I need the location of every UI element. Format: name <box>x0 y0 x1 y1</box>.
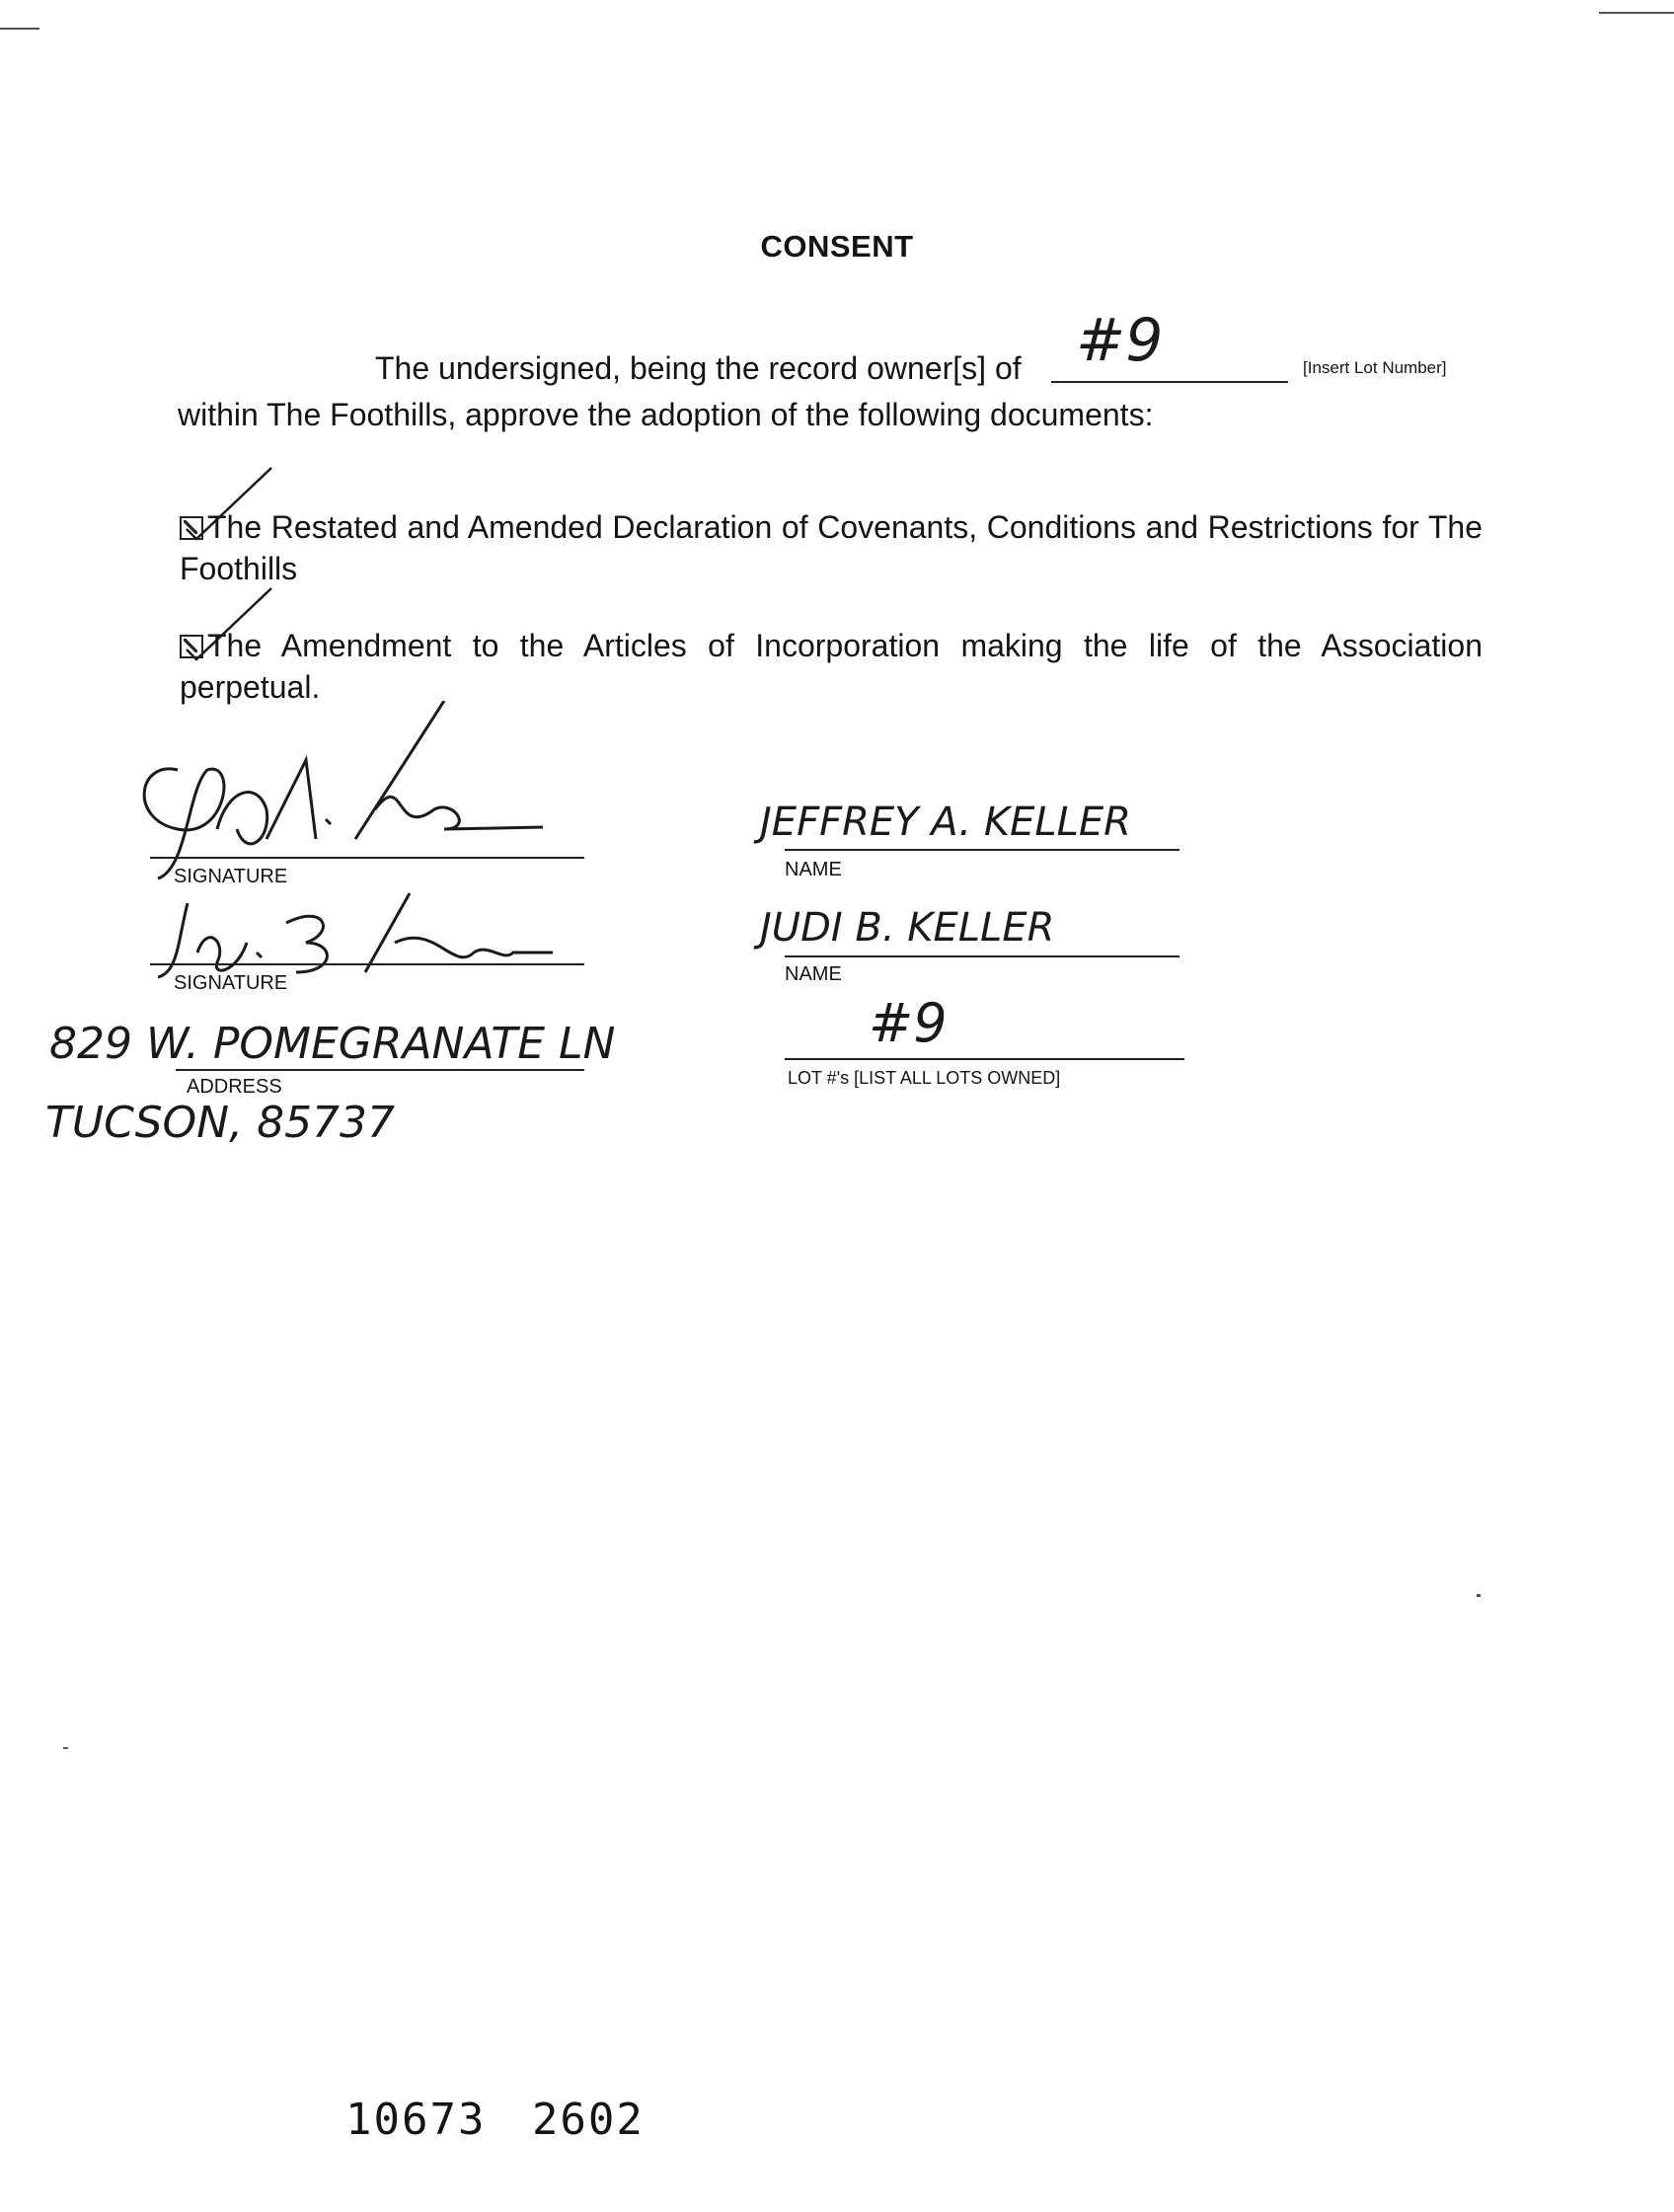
name-1-handwritten: JEFFREY A. KELLER <box>760 800 1131 845</box>
name-2-handwritten: JUDI B. KELLER <box>760 905 1055 951</box>
recording-number: 10673 2602 <box>345 2095 645 2145</box>
signature-label-1: SIGNATURE <box>174 866 288 887</box>
lots-owned-handwritten: #9 <box>869 992 948 1054</box>
lot-number-note: [Insert Lot Number] <box>1303 358 1447 377</box>
consent-item-amendment-text: The Amendment to the Articles of Incorporation making the life of the Association perpetual. <box>180 628 1483 705</box>
lot-number-line <box>1051 381 1288 383</box>
address-line[interactable] <box>176 1069 584 1071</box>
lots-owned-line[interactable] <box>785 1058 1184 1060</box>
consent-item-declaration-text: The Restated and Amended Declaration of Covenants, Conditions and Restrictions for The Foothills <box>180 509 1483 586</box>
intro-line-2: within The Foothills, approve the adoption of the following documents: <box>178 397 1154 432</box>
address-label: ADDRESS <box>187 1076 282 1098</box>
document-title: CONSENT <box>760 229 914 264</box>
name-line-2[interactable] <box>785 955 1179 957</box>
lots-owned-label: LOT #'s [LIST ALL LOTS OWNED] <box>788 1068 1061 1088</box>
name-line-1[interactable] <box>785 849 1179 851</box>
signature-line-1[interactable] <box>150 857 584 859</box>
intro-line-1: The undersigned, being the record owner[s] of <box>375 350 1022 386</box>
name-label-2: NAME <box>785 963 842 985</box>
signature-line-2[interactable] <box>150 963 584 965</box>
consent-item-amendment <box>180 625 1483 708</box>
signature-label-2: SIGNATURE <box>174 972 288 994</box>
address-line-2-handwritten: TUCSON, 85737 <box>45 1098 396 1148</box>
checkbox-declaration[interactable] <box>180 516 203 540</box>
address-line-1-handwritten: 829 W. POMEGRANATE LN <box>49 1019 616 1069</box>
checkbox-amendment[interactable] <box>180 635 203 658</box>
consent-item-declaration <box>180 506 1483 589</box>
lot-number-handwritten: #9 <box>1076 306 1164 375</box>
name-label-1: NAME <box>785 859 842 880</box>
